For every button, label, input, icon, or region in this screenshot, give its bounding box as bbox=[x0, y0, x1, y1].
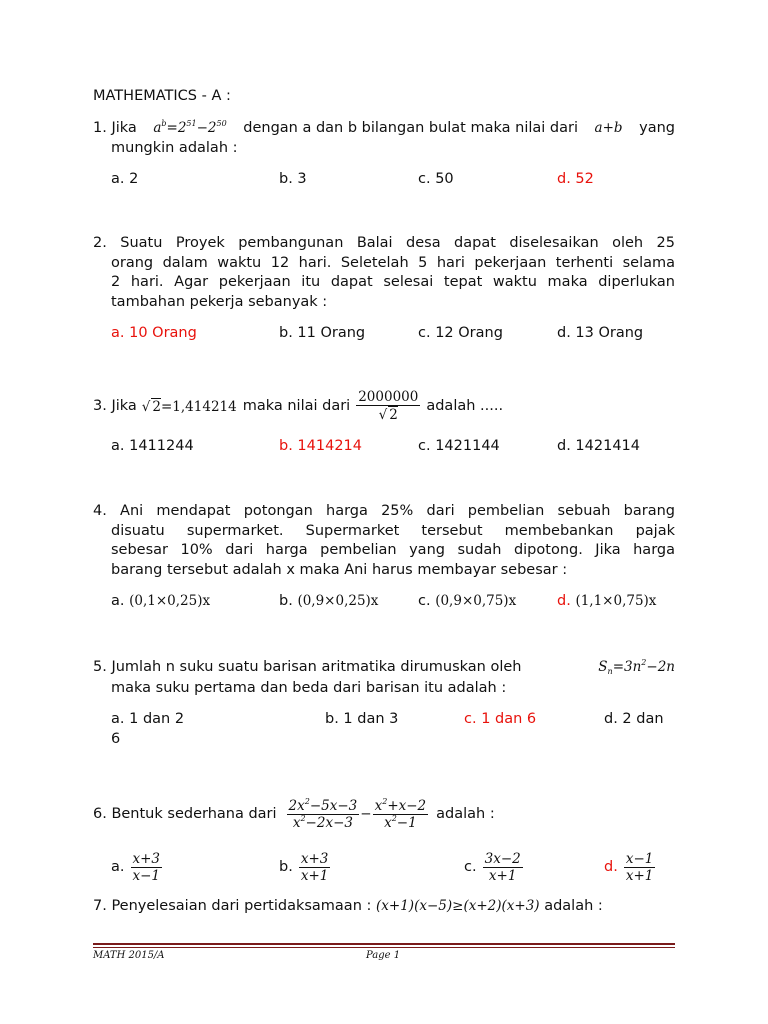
q1-option-b: b. 3 bbox=[279, 171, 307, 187]
q6-tail: adalah : bbox=[436, 806, 495, 822]
q2-line-2: orang dalam waktu 12 hari. Seletelah 5 hari pekerjaan terhenti selama bbox=[111, 255, 675, 271]
q5-option-b: b. 1 dan 3 bbox=[325, 711, 399, 727]
q1-option-d-answer: d. 52 bbox=[557, 171, 594, 187]
q3-tail: adalah ..... bbox=[426, 398, 504, 414]
footer-rule-thick bbox=[93, 943, 675, 945]
q6-fraction-1: $\frac{2x^2-5x-3}{x^2-2x-3}$ bbox=[288, 796, 358, 831]
q2-line-3: 2 hari. Agar pekerjaan itu dapat selesai tepat waktu maka diperlukan bbox=[111, 274, 675, 290]
q2-option-b: b. 11 Orang bbox=[279, 325, 366, 341]
q4-line-1: 4. Ani mendapat potongan harga 25% dari pembelian sebuah barang bbox=[93, 503, 675, 519]
q2-line-4: tambahan pekerja sebanyak : bbox=[111, 294, 328, 310]
q5-option-a: a. 1 dan 2 bbox=[111, 711, 185, 727]
q1-sum: a+b bbox=[594, 120, 623, 136]
q4-line-4: barang tersebut adalah x maka Ani harus membayar sebesar : bbox=[111, 562, 568, 578]
q6-option-d-answer: d. $\frac{x-1}{x+1}$ bbox=[604, 850, 654, 884]
q1-option-a: a. 2 bbox=[111, 171, 139, 187]
q7-tail: adalah : bbox=[544, 898, 603, 914]
q7-inequality: (x+1)(x−5)≥(x+2)(x+3) bbox=[376, 898, 540, 914]
q6-option-a: a. $\frac{x+3}{x-1}$ bbox=[111, 850, 161, 884]
question-5-line-1 bbox=[93, 658, 675, 678]
q4-option-c: c. (0,9×0,75)x bbox=[418, 593, 517, 609]
q4-line-2: disuatu supermarket. Supermarket tersebut membebankan pajak bbox=[111, 523, 675, 539]
question-3-line-1 bbox=[93, 386, 503, 426]
q7-lead: 7. Penyelesaian dari pertidaksamaan : bbox=[93, 898, 372, 914]
q4-line-3: sebesar 10% dari harga pembelian yang sudah dipotong. Jika harga bbox=[111, 542, 675, 558]
q3-option-a: a. 1411244 bbox=[111, 438, 194, 454]
q6-minus: − bbox=[360, 806, 372, 822]
q1-tail: yang bbox=[639, 120, 675, 136]
q3-sqrt-eq: √ 2=1,414214 bbox=[141, 398, 237, 415]
q1-option-c: c. 50 bbox=[418, 171, 454, 187]
q4-option-b: b. (0,9×0,25)x bbox=[279, 593, 379, 609]
q2-option-d: d. 13 Orang bbox=[557, 325, 644, 341]
q2-option-c: c. 12 Orang bbox=[418, 325, 503, 341]
q6-option-c: c. $\frac{3x-2}{x+1}$ bbox=[464, 850, 521, 884]
q1-line-2: mungkin adalah : bbox=[111, 140, 238, 156]
q3-option-b-answer: b. 1414214 bbox=[279, 438, 362, 454]
q3-mid: maka nilai dari bbox=[242, 398, 351, 414]
q1-formula: $a^b=2^{51}-2^{50}$ bbox=[153, 119, 227, 136]
q2-option-a-answer: a. 10 Orang bbox=[111, 325, 197, 341]
q3-fraction: $\frac{2000000}{√ 2}$ bbox=[358, 389, 419, 423]
q5-lead: 5. Jumlah n suku suatu barisan aritmatika dirumuskan oleh bbox=[93, 659, 522, 675]
q2-line-1: 2. Suatu Proyek pembangunan Balai desa dapat diselesaikan oleh 25 bbox=[93, 235, 675, 251]
q6-fraction-2: $\frac{x^2+x-2}{x^2-1}$ bbox=[374, 796, 427, 831]
question-7-line-1 bbox=[93, 898, 603, 914]
q1-lead: 1. Jika bbox=[93, 120, 137, 136]
footer-left: MATH 2015/A bbox=[93, 950, 165, 961]
q4-option-d-answer: d. (1,1×0,75)x bbox=[557, 593, 657, 609]
question-6-line-1 bbox=[93, 794, 495, 834]
q6-lead: 6. Bentuk sederhana dari bbox=[93, 806, 277, 822]
q4-option-a: a. (0,1×0,25)x bbox=[111, 593, 211, 609]
footer-rule-thin bbox=[93, 947, 675, 948]
q6-option-b: b. $\frac{x+3}{x+1}$ bbox=[279, 850, 329, 884]
q5-option-d: d. 2 dan bbox=[604, 711, 664, 727]
q3-option-c: c. 1421144 bbox=[418, 438, 500, 454]
footer-page-number: Page 1 bbox=[366, 950, 401, 961]
q5-formula: $S_n=3n^2-2n$ bbox=[598, 658, 675, 676]
q3-lead: 3. Jika bbox=[93, 398, 137, 414]
q3-option-d: d. 1421414 bbox=[557, 438, 640, 454]
q1-mid: dengan a dan b bilangan bulat maka nilai dari bbox=[243, 120, 578, 136]
q5-line-2: maka suku pertama dan beda dari barisan itu adalah : bbox=[111, 680, 507, 696]
q5-option-d-wrap: 6 bbox=[111, 731, 121, 747]
question-1-line-1 bbox=[93, 119, 675, 139]
page-title: MATHEMATICS - A : bbox=[93, 88, 231, 104]
q5-option-c-answer: c. 1 dan 6 bbox=[464, 711, 537, 727]
